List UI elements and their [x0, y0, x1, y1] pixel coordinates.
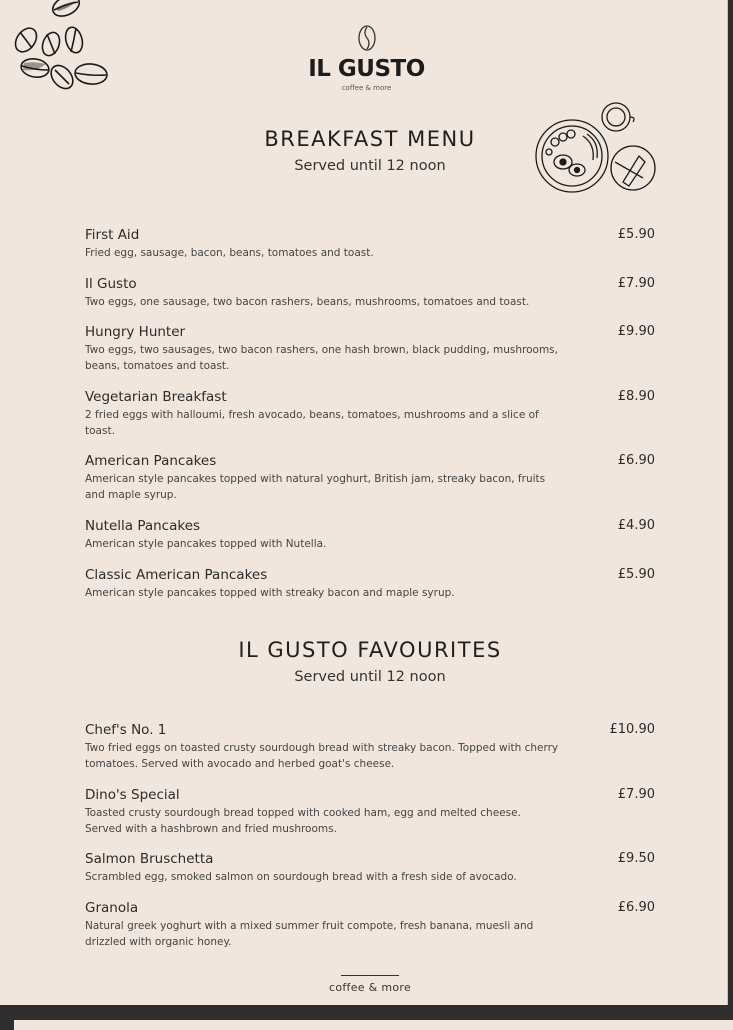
next-page-edge — [14, 1020, 733, 1030]
item-description: Scrambled egg, smoked salmon on sourdough bread with a fresh side of avocado. — [85, 871, 517, 883]
item-name: First Aid — [85, 227, 140, 243]
item-name: Granola — [85, 900, 139, 916]
item-name: American Pancakes — [85, 453, 217, 469]
item-name: Nutella Pancakes — [85, 518, 201, 534]
item-price: £7.90 — [617, 787, 655, 802]
item-name: Il Gusto — [85, 276, 137, 292]
item-description: Two eggs, two sausages, two bacon rashers, one hash brown, black pudding, mushrooms, beans, tomatoes and toast. — [85, 344, 558, 372]
favourites-section-subtitle: Served until 12 noon — [294, 669, 446, 685]
menu-item — [85, 850, 655, 885]
item-name: Hungry Hunter — [85, 324, 186, 340]
item-description: American style pancakes topped with streaky bacon and maple syrup. — [85, 587, 455, 599]
item-price: £5.90 — [617, 227, 655, 242]
item-description: Two fried eggs on toasted crusty sourdough bread with streaky bacon. Topped with cherry tomatoes. Served with avocado and herbed goat's cheese. — [85, 742, 559, 770]
menu-item — [85, 388, 655, 439]
item-name: Salmon Bruschetta — [85, 851, 214, 867]
footer-tagline: coffee & more — [328, 981, 412, 994]
menu-item — [85, 452, 655, 503]
item-description: 2 fried eggs with halloumi, fresh avocado, beans, tomatoes, mushrooms and a slice of toast. — [85, 409, 539, 437]
menu-item — [85, 517, 655, 552]
item-name: Classic American Pancakes — [85, 567, 268, 583]
item-description: Natural greek yoghurt with a mixed summer fruit compote, fresh banana, muesli and drizzled with organic honey. — [85, 920, 534, 948]
item-name: Dino's Special — [85, 787, 180, 803]
coffee-bean-logo-icon — [356, 24, 378, 52]
item-price: £9.90 — [617, 324, 655, 339]
item-price: £9.50 — [617, 851, 655, 866]
breakfast-section-subtitle: Served until 12 noon — [294, 158, 446, 174]
page-footer — [0, 975, 728, 994]
item-description: American style pancakes topped with Nutella. — [85, 538, 327, 550]
menu-item — [85, 721, 655, 772]
item-description: Toasted crusty sourdough bread topped with cooked ham, egg and melted cheese. Served with a hashbrown and fried mushrooms. — [85, 807, 521, 835]
favourites-section-title: IL GUSTO FAVOURITES — [238, 638, 502, 662]
item-price: £6.90 — [617, 900, 655, 915]
item-description: Two eggs, one sausage, two bacon rashers, beans, mushrooms, tomatoes and toast. — [85, 296, 530, 308]
item-price: £10.90 — [609, 722, 655, 737]
item-name: Chef's No. 1 — [85, 722, 167, 738]
footer-divider — [341, 975, 399, 976]
item-price: £5.90 — [617, 567, 655, 582]
menu-item — [85, 899, 655, 950]
item-description: American style pancakes topped with natural yoghurt, British jam, streaky bacon, fruits and maple syrup. — [85, 473, 546, 501]
menu-item — [85, 786, 655, 837]
item-price: £7.90 — [617, 276, 655, 291]
breakfast-section-title: BREAKFAST MENU — [264, 127, 476, 151]
brand-tagline: coffee & more — [341, 84, 392, 92]
item-price: £6.90 — [617, 453, 655, 468]
menu-item — [85, 566, 655, 601]
brand-name: IL GUSTO — [308, 56, 425, 82]
menu-item — [85, 323, 655, 374]
brand-logo — [0, 24, 728, 92]
item-price: £8.90 — [617, 389, 655, 404]
item-description: Fried egg, sausage, bacon, beans, tomatoes and toast. — [85, 247, 374, 259]
item-price: £4.90 — [617, 518, 655, 533]
item-name: Vegetarian Breakfast — [85, 389, 227, 405]
menu-item — [85, 226, 655, 261]
menu-item — [85, 275, 655, 310]
